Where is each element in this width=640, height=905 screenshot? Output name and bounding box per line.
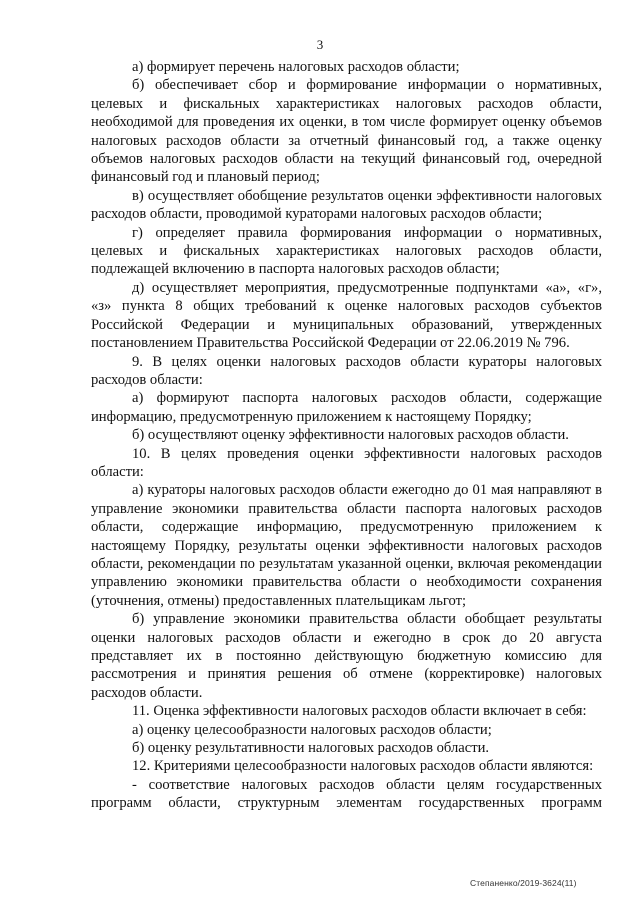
paragraph: 12. Критериями целесообразности налоговых расходов области являются: [132,758,594,775]
document-body [91,58,602,813]
paragraph: 11. Оценка эффективности налоговых расходов области включает в себя: [132,703,587,720]
paragraph: а) формирует перечень налоговых расходов области; [132,59,460,75]
paragraph: а) формируют паспорта налоговых расходов области, содержащие информацию, предусмотренную приложением к настоящему Порядку; [91,390,602,425]
footer-code: Степаненко/2019-3624(11) [470,878,577,888]
paragraph: д) осуществляет мероприятия, предусмотренные подпунктами «а», «г», «з» пункта 8 общих требований к оценке налоговых расходов субъектов Российской Федерации и муниципальных образований, утвержденных постановлением Правительства Российской Федерации от 22.06.2019 № 796. [91,279,602,352]
paragraph: 10. В целях проведения оценки эффективности налоговых расходов области: [91,445,602,480]
paragraph: б) обеспечивает сбор и формирование информации о нормативных, целевых и фискальных характеристиках налоговых расходов области, необходимой для проведения их оценки, в том числе формирует оценку объемов налоговых расходов области за отчетный финансовый год, а также оценку объемов налоговых расходов области на текущий финансовый год, очередной финансовый год и плановый период; [91,77,602,186]
paragraph: 9. В целях оценки налоговых расходов области кураторы налоговых расходов области: [91,353,602,388]
paragraph: б) оценку результативности налоговых расходов области. [132,740,490,757]
paragraph: а) оценку целесообразности налоговых расходов области; [132,721,492,738]
paragraph: - соответствие налоговых расходов области целям государственных программ области, структурным элементам государственных программ [91,776,602,812]
paragraph: в) осуществляет обобщение результатов оценки эффективности налоговых расходов области, проводимой кураторами налоговых расходов области; [91,187,602,223]
paragraph: б) осуществляют оценку эффективности налоговых расходов области. [132,427,569,444]
paragraph: а) кураторы налоговых расходов области ежегодно до 01 мая направляют в управление экономики правительства области паспорта налоговых расходов области, содержащие информацию, предусмотренную приложением к настоящему Порядку, результаты оценки эффективности налоговых расходов области, рекомендации по результатам указанной оценки, включая рекомендации управлению экономики правительства области о необходимости сохранения (уточнения, отмены) предоставленных плательщикам льгот; [91,482,602,609]
paragraph: б) управление экономики правительства области обобщает результаты оценки налоговых расходов области и ежегодно в срок до 20 августа представляет их в постоянно действующую бюджетную комиссию для рассмотрения и принятия решения об отмене (корректировке) налоговых расходов области. [91,611,602,701]
paragraph: г) определяет правила формирования информации о нормативных, целевых и фискальных характеристиках налоговых расходов области, подлежащей включению в паспорта налоговых расходов области; [91,224,602,278]
page-number: 3 [316,37,324,52]
